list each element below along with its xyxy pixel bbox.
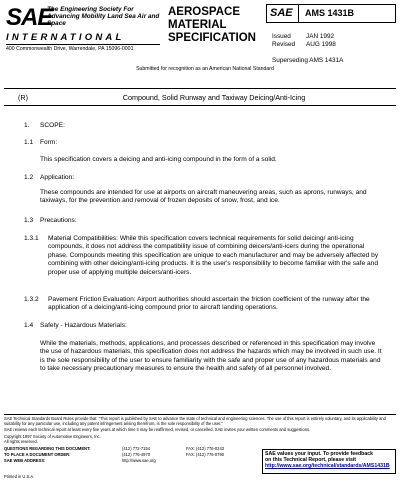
logo-address: 400 Commonwealth Drive, Warrendale, PA 15096-0001: [6, 46, 134, 52]
section-1-3-number: 1.3: [24, 217, 34, 224]
section-1-2-body: These compounds are intended for use at airports on aircraft maneuvering areas, such as aprons, runways, and taxiways, for the prevention and removal of frozen deposits of snow, frost, and ice.: [40, 189, 367, 205]
order-label: TO PLACE A DOCUMENT ORDER:: [4, 452, 71, 457]
feedback-link[interactable]: http://www.sae.org/technical/standards/AMS1431B: [265, 463, 390, 469]
document-title-bar: [4, 88, 396, 106]
section-1-4-body: While the materials, methods, applications, and processes described or referenced in this specification may involve the use of hazardous materials, this specification does not address the hazards which may be involved in such use. It is the sole responsibility of the user to ensure familiarity with the safe and proper use of any hazardous materials and to take necessary precautionary measures to ensure the health and safety of all personnel involved.: [40, 340, 382, 373]
revision-mark: (R): [18, 93, 28, 102]
questions-label: QUESTIONS REGARDING THIS DOCUMENT:: [4, 446, 91, 451]
printed-note: Printed in U.S.A.: [4, 474, 35, 479]
section-1-3-title: Precautions:: [40, 217, 77, 224]
section-1-2-title: Application:: [40, 174, 75, 181]
web-label: SAE WEB ADDRESS:: [4, 458, 46, 463]
logo-org: INTERNATIONAL: [6, 32, 125, 43]
section-1-3-1-number: 1.3.1: [24, 235, 39, 242]
box-divider: [298, 5, 299, 22]
doc-number-box: [266, 4, 396, 23]
document-title: Compound, Solid Runway and Taxiway Deicing/Anti-Icing: [122, 93, 306, 102]
footer-rights: All rights reserved.: [4, 439, 38, 444]
section-1-4-number: 1.4: [24, 322, 34, 329]
footer-copyright: Copyright 1997 Society of Automotive Engineers, Inc.: [4, 434, 101, 439]
footer-policy: SAE Technical Standards Board Rules provide that: "This report is published by SAE to advance the state of technical and engineering sciences. The use of this report is entirely voluntary, and its applicability and suitability for any particular use, including any patent infringement arising therefrom, is the sole responsibility of the user.": [4, 416, 386, 426]
document-header: [0, 0, 400, 76]
order-fax: FAX: (412) 776-0790: [186, 452, 225, 457]
revised-value: AUG 1998: [306, 41, 336, 48]
section-1-title: SCOPE:: [40, 122, 65, 129]
superseding-note: Superseding AMS 1431A: [272, 57, 344, 64]
doc-number: AMS 1431B: [305, 8, 355, 18]
logo-mark: SAE: [6, 4, 53, 31]
section-1-1-title: Form:: [40, 139, 58, 146]
revised-label: Revised: [272, 41, 296, 48]
web-address[interactable]: http://www.sae.org: [122, 458, 156, 463]
section-1-4-title: Safety - Hazardous Materials:: [40, 322, 127, 329]
section-1-3-2-body: Pavement Friction Evaluation: Airport authorities should ascertain the friction coefficient of the runway after the application of a deicing/anti-icing compound prior to aircraft landing operations.: [48, 296, 370, 312]
questions-fax: FAX: (412) 776-0243: [186, 446, 225, 451]
document-type: AEROSPACE MATERIAL SPECIFICATION: [168, 6, 256, 44]
logo-divider: [6, 44, 160, 45]
section-1-2-number: 1.2: [24, 174, 34, 181]
section-1-1-number: 1.1: [24, 139, 34, 146]
section-1-1-body: This specification covers a deicing and anti-icing compound in the form of a solid.: [40, 156, 277, 163]
footer-divider: [4, 414, 396, 415]
questions-phone: (412) 772-7154: [122, 446, 150, 451]
order-phone: (412) 776-4970: [122, 452, 150, 457]
section-1-3-2-number: 1.3.2: [24, 296, 39, 303]
sae-logo: [4, 4, 164, 54]
section-1-number: 1.: [24, 122, 30, 129]
logo-tagline: The Engineering Society For Advancing Mobility Land Sea Air and Space: [47, 6, 160, 27]
footer-review: SAE reviews each technical report at least every five years at which time it may be reaffirmed, revised, or cancelled. SAE invites your written comments and suggestions.: [4, 427, 311, 432]
feedback-line-1: SAE values your input. To provide feedback: [265, 451, 373, 457]
issued-label: Issued: [272, 33, 291, 40]
box-mark: SAE: [270, 7, 293, 19]
section-1-3-1-body: Material Compatibilities: While this specification covers technical requirements for solid deicing/ anti-icing compounds, it does not address the compatibility issue of combining deicers/anti-icers during the operational phase. Compounds meeting this specification are unique to each manufacturer and may be adversely affected by combining with other deicing/anti-icing products. It is the user's responsibility to become familiar with the safe and proper use of applying multiple deicers/anti-icers.: [48, 235, 379, 276]
feedback-box: [262, 449, 396, 474]
issued-value: JAN 1992: [306, 33, 335, 40]
submitted-note: Submitted for recognition as an American National Standard: [136, 66, 274, 72]
feedback-line-2: on this Technical Report, please visit: [265, 457, 356, 463]
